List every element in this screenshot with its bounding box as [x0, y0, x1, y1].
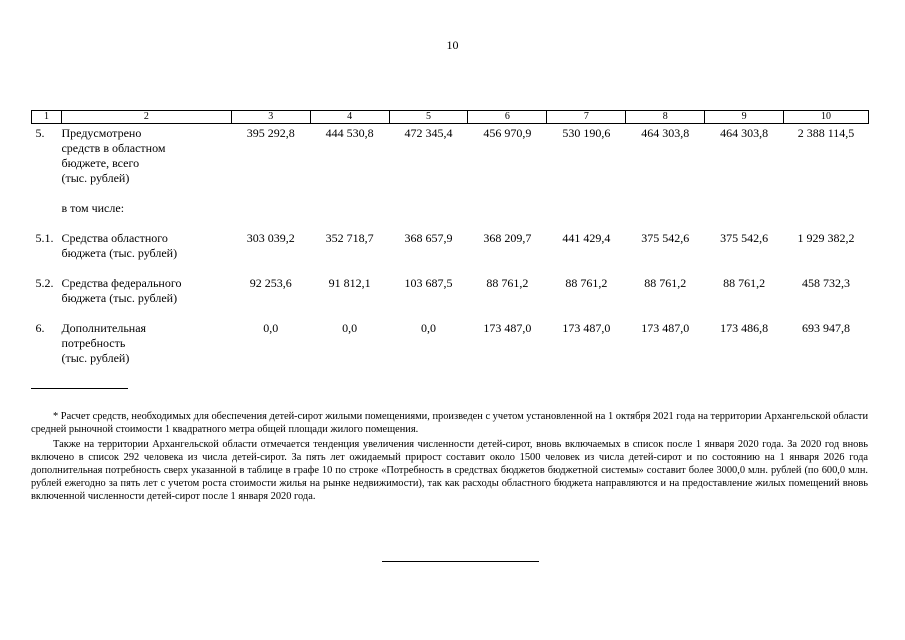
footnote-paragraph: * Расчет средств, необходимых для обеспечения детей-сирот жилыми помещениями, произведен с учетом установленной на 1 октября 2021 года на территории Архангельской области средней рыночной стоимости 1 квадратного метра общей площади жилого помещения.	[31, 411, 868, 435]
row-index: 5.2.	[35, 276, 54, 290]
table-cell: 375 542,6	[641, 231, 690, 245]
table-cell: 693 947,8	[802, 321, 851, 335]
table-cell: 0,0	[421, 321, 437, 335]
table-cell: 173 487,0	[641, 321, 690, 335]
row-label-line: Дополнительная	[61, 321, 147, 335]
column-number: 1	[32, 111, 62, 124]
row-label	[61, 261, 231, 306]
table-cell: 464 303,8	[720, 126, 769, 140]
footnote-separator	[31, 388, 128, 389]
column-number: 10	[784, 111, 869, 124]
table-cell: 173 487,0	[483, 321, 532, 335]
row-label	[61, 124, 231, 187]
table-cell: 103 687,5	[404, 276, 453, 290]
table-row	[32, 306, 869, 366]
table-row	[32, 216, 869, 261]
column-number-row	[32, 111, 869, 124]
row-index	[32, 186, 62, 216]
column-number: 4	[310, 111, 389, 124]
end-rule	[382, 561, 539, 562]
row-label-line: в том числе:	[61, 201, 125, 215]
row-label-line: Предусмотрено	[61, 126, 142, 140]
table-row	[32, 124, 869, 187]
footnote-paragraph: Также на территории Архангельской области отмечается тенденция увеличения численности детей-сирот, вновь включаемых в список после 1 января 2020 года. За 2020 год вновь включено в список 292 человека из числа детей-сирот. За пять лет ожидаемый прирост составит около 1500 человек из числа детей-сирот и по состоянию на 1 января 2026 года дополнительная потребность сверх указанной в таблице в графе 10 по строке «Потребность в средствах бюджетов бюджетной системы» составит более 3000,0 млн. рублей (по 600,0 млн. рублей ежегодно за пять лет с учетом роста стоимости жилья на рынке недвижимости), так как расходы областного бюджета направляются и на предоставление жилых помещений вновь включенной численности детей-сирот после 1 января 2020 года.	[31, 439, 868, 502]
table-cell: 530 190,6	[562, 126, 611, 140]
table-cell: 352 718,7	[325, 231, 374, 245]
row-label-line: (тыс. рублей)	[61, 171, 130, 185]
table-cell: 173 487,0	[562, 321, 611, 335]
table-row	[32, 261, 869, 306]
row-label-line: потребность	[61, 336, 126, 350]
row-label-line: Средства областного	[61, 231, 168, 245]
table-cell: 444 530,8	[325, 126, 374, 140]
column-number: 7	[547, 111, 626, 124]
row-label	[61, 186, 231, 216]
table-cell: 88 761,2	[723, 276, 766, 290]
table-cell: 0,0	[263, 321, 279, 335]
table-cell: 88 761,2	[565, 276, 608, 290]
footnote	[31, 410, 868, 503]
column-number: 2	[61, 111, 231, 124]
row-label	[61, 306, 231, 366]
row-label-line: бюджета (тыс. рублей)	[61, 291, 178, 305]
column-number: 6	[468, 111, 547, 124]
column-number: 9	[705, 111, 784, 124]
table-cell: 91 812,1	[328, 276, 371, 290]
table-row	[32, 186, 869, 216]
table-cell: 441 429,4	[562, 231, 611, 245]
row-index: 5.1.	[35, 231, 54, 245]
table-cell: 2 388 114,5	[797, 126, 855, 140]
row-label-line: средств в областном	[61, 141, 166, 155]
table-cell: 0,0	[342, 321, 358, 335]
column-number: 3	[231, 111, 310, 124]
table-cell: 88 761,2	[644, 276, 687, 290]
table-cell: 395 292,8	[246, 126, 295, 140]
column-number: 5	[389, 111, 468, 124]
row-label-line: (тыс. рублей)	[61, 351, 130, 365]
table-cell: 464 303,8	[641, 126, 690, 140]
row-label-line: Средства федерального	[61, 276, 182, 290]
budget-table	[31, 110, 869, 366]
table-cell: 368 209,7	[483, 231, 532, 245]
row-index: 6.	[35, 321, 45, 335]
table-cell: 173 486,8	[720, 321, 769, 335]
table-cell: 88 761,2	[486, 276, 529, 290]
table-cell: 368 657,9	[404, 231, 453, 245]
table-cell: 458 732,3	[802, 276, 851, 290]
table-cell: 456 970,9	[483, 126, 532, 140]
table-cell: 472 345,4	[404, 126, 453, 140]
empty-cells	[231, 186, 868, 216]
table-cell: 303 039,2	[246, 231, 295, 245]
column-number: 8	[626, 111, 705, 124]
page-number: 10	[446, 38, 459, 52]
table-cell: 92 253,6	[249, 276, 292, 290]
table-cell: 375 542,6	[720, 231, 769, 245]
row-label	[61, 216, 231, 261]
row-index: 5.	[35, 126, 45, 140]
row-label-line: бюджете, всего	[61, 156, 140, 170]
table-cell: 1 929 382,2	[797, 231, 855, 245]
row-label-line: бюджета (тыс. рублей)	[61, 246, 178, 260]
